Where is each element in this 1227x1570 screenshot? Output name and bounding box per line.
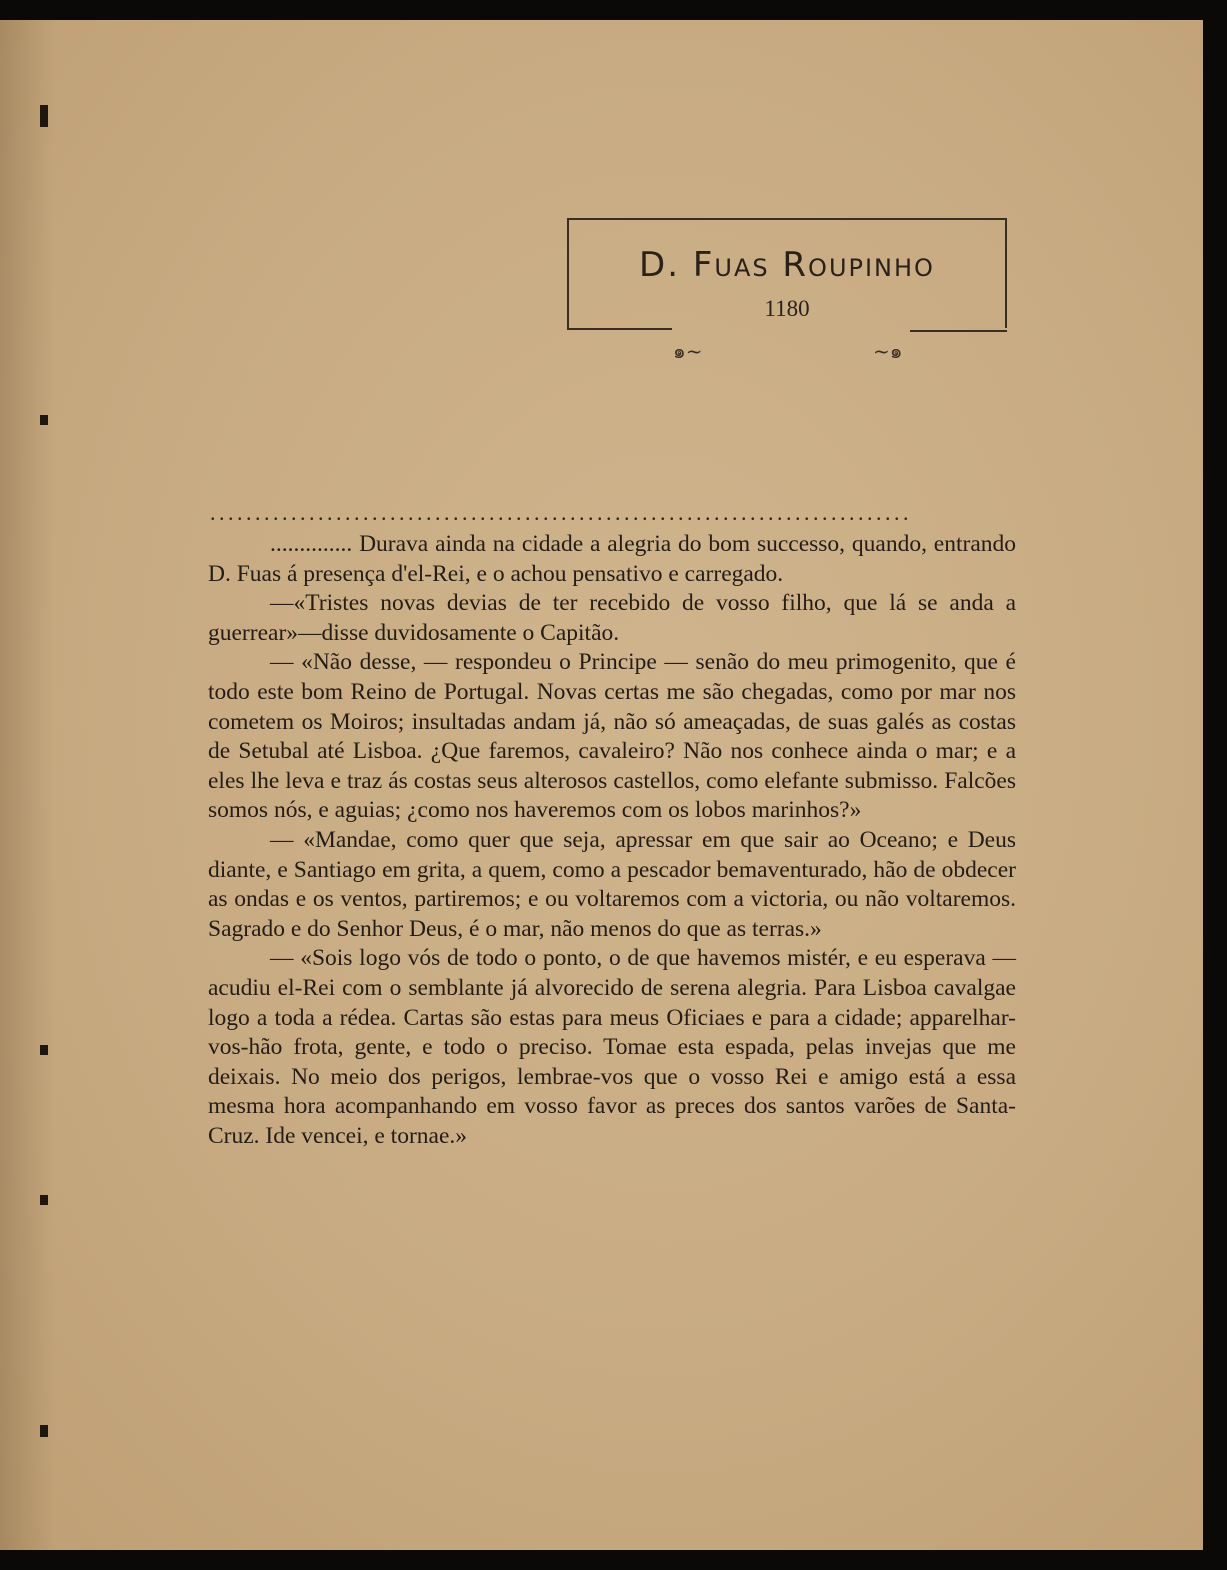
flourish-ornament: ๑~ bbox=[673, 339, 703, 363]
chapter-year: 1180 bbox=[764, 296, 810, 321]
body-text bbox=[208, 530, 1016, 1151]
paragraph: —«Tristes novas devias de ter recebido de vosso filho, que lá se anda a guerrear»—disse duvidosamente o Capitão. bbox=[208, 590, 1016, 646]
ellipsis-separator: .............................................................................. bbox=[210, 500, 912, 525]
binding-mark bbox=[40, 1195, 48, 1205]
paragraph: — «Não desse, — respondeu o Principe — senão do meu primogenito, que é todo este bom Reino de Portugal. Novas certas me são chegadas, como por mar nos cometem os Moiros; insultadas andam já, não só ameaçadas, de suas galés as costas de Setubal até Lisboa. ¿Que faremos, cavaleiro? Não nos conhece ainda o mar; e a eles lhe leva e traz ás costas seus alterosos castellos, como elefante submisso. Falcões somos nós, e aguias; ¿como nos haveremos com os lobos marinhos?» bbox=[208, 649, 1016, 824]
binding-mark bbox=[40, 105, 48, 127]
binding-mark bbox=[40, 1045, 48, 1055]
paragraph: — «Sois logo vós de todo o ponto, o de que havemos mistér, e eu esperava — acudiu el-Rei com o semblante já alvorecido de serena alegria. Para Lisboa cavalgae logo a toda a rédea. Cartas são estas para meus Oficiaes e para a cidade; apparelhar-vos-hão frota, gente, e todo o preciso. Tomae esta espada, pelas invejas que me deixais. No meio dos perigos, lembrae-vos que o vosso Rei e amigo está a essa mesma hora acompanhando em vosso favor as preces dos santos varões de Santa-Cruz. Ide vencei, e tornae.» bbox=[208, 945, 1016, 1149]
paragraph: .............. Durava ainda na cidade a alegria do bom successo, quando, entrando D. Fuas á presença d'el-Rei, e o achou pensativo e carregado. bbox=[208, 531, 1016, 587]
binding-mark bbox=[40, 1425, 48, 1437]
title-frame-rule bbox=[567, 328, 672, 330]
title-frame-rule bbox=[910, 330, 1007, 332]
flourish-ornament: ~๑ bbox=[873, 339, 903, 363]
paragraph: — «Mandae, como quer que seja, apressar em que sair ao Oceano; e Deus diante, e Santiago em grita, a quem, como a pescador bemaventurado, hão de obdecer as ondas e os ventos, partiremos; e ou voltaremos com a victoria, ou não voltaremos. Sagrado e do Senhor Deus, é o mar, não menos do que as terras.» bbox=[208, 826, 1016, 942]
chapter-title: D. Fuas Roupinho bbox=[639, 245, 935, 285]
binding-mark bbox=[40, 415, 48, 425]
